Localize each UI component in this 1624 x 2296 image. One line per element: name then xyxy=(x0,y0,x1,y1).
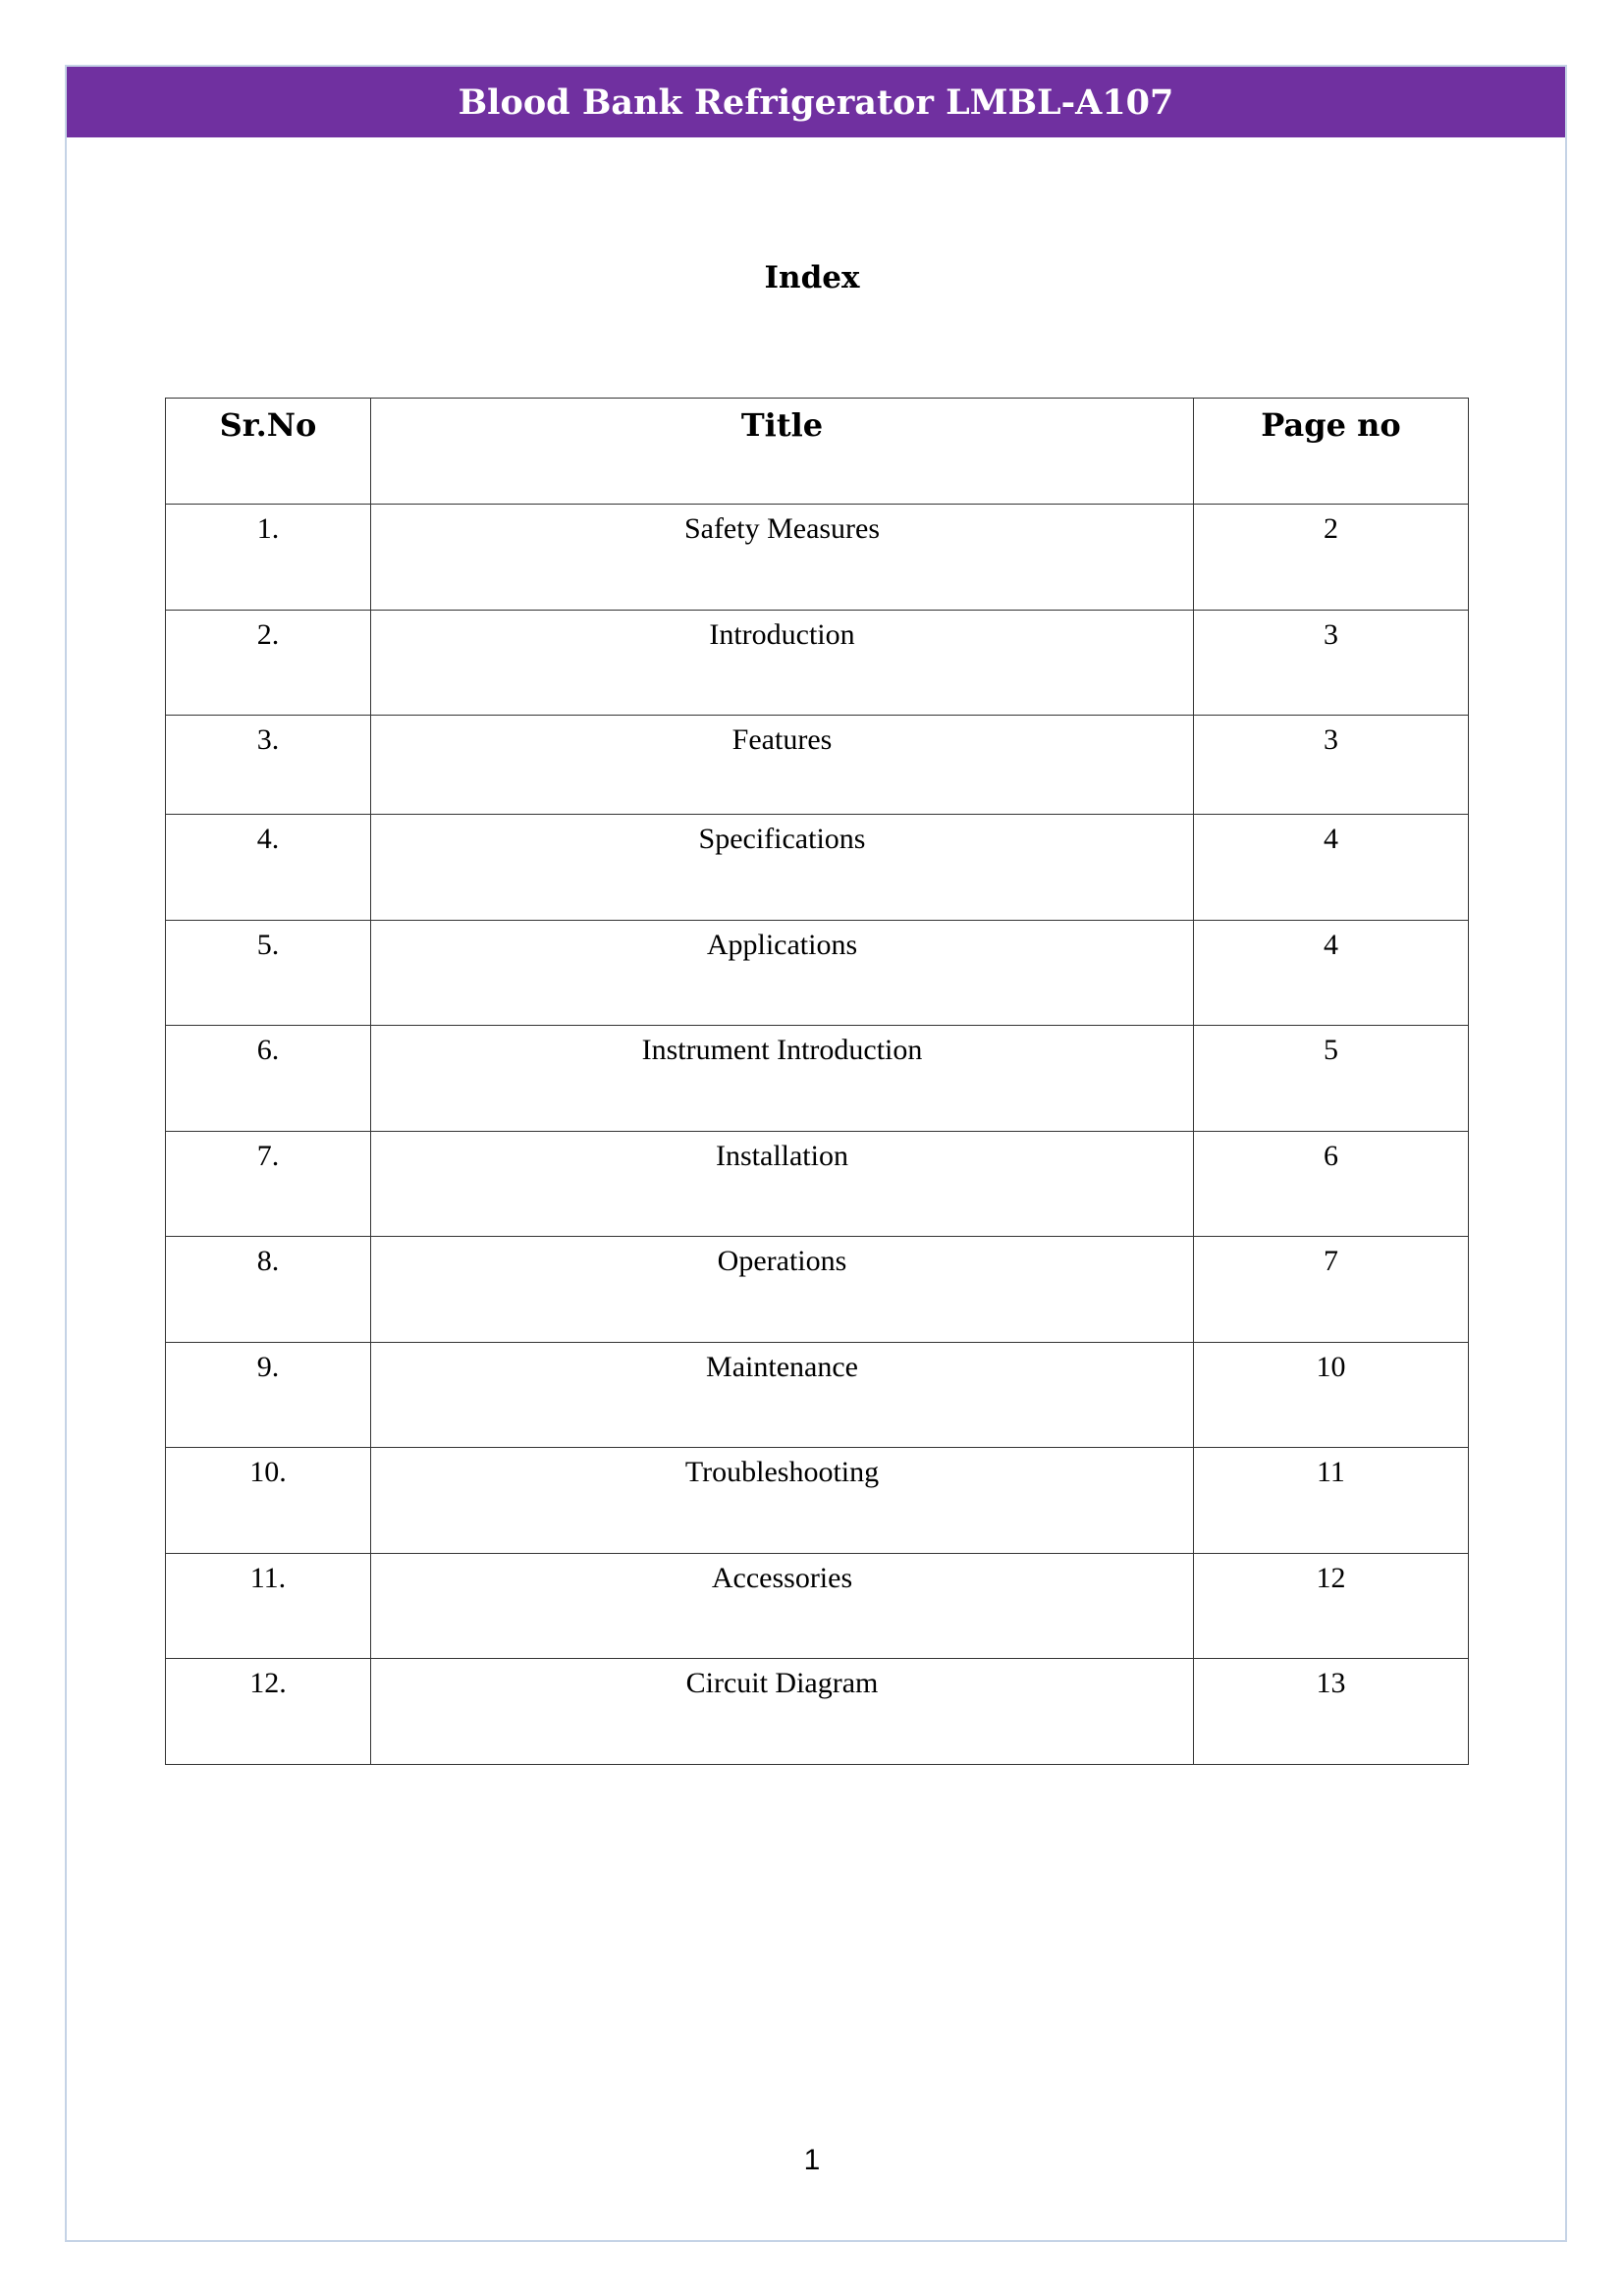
row-sr-no: 12. xyxy=(166,1659,371,1765)
row-title: Introduction xyxy=(371,610,1194,716)
row-page-no: 12 xyxy=(1194,1553,1469,1659)
row-page-no: 7 xyxy=(1194,1237,1469,1343)
table-row xyxy=(166,1659,1469,1765)
table-row xyxy=(166,815,1469,921)
row-title: Specifications xyxy=(371,815,1194,921)
index-heading: Index xyxy=(764,260,860,295)
table-row xyxy=(166,1026,1469,1132)
table-row xyxy=(166,1131,1469,1237)
row-sr-no: 3. xyxy=(166,716,371,815)
row-title: Safety Measures xyxy=(371,505,1194,611)
row-page-no: 6 xyxy=(1194,1131,1469,1237)
table-row xyxy=(166,716,1469,815)
table-row xyxy=(166,1237,1469,1343)
column-header-sr-no: Sr.No xyxy=(166,399,371,505)
row-sr-no: 4. xyxy=(166,815,371,921)
row-title: Maintenance xyxy=(371,1342,1194,1448)
table-row xyxy=(166,920,1469,1026)
row-sr-no: 8. xyxy=(166,1237,371,1343)
table-row xyxy=(166,610,1469,716)
page-number: 1 xyxy=(803,2144,821,2176)
row-page-no: 2 xyxy=(1194,505,1469,611)
row-page-no: 4 xyxy=(1194,815,1469,921)
index-table xyxy=(165,398,1469,1765)
row-title: Features xyxy=(371,716,1194,815)
row-page-no: 4 xyxy=(1194,920,1469,1026)
row-title: Circuit Diagram xyxy=(371,1659,1194,1765)
row-sr-no: 9. xyxy=(166,1342,371,1448)
row-page-no: 5 xyxy=(1194,1026,1469,1132)
row-page-no: 3 xyxy=(1194,610,1469,716)
row-sr-no: 6. xyxy=(166,1026,371,1132)
document-header xyxy=(67,67,1565,137)
table-row xyxy=(166,1448,1469,1554)
row-title: Installation xyxy=(371,1131,1194,1237)
table-row xyxy=(166,1342,1469,1448)
row-title: Applications xyxy=(371,920,1194,1026)
row-sr-no: 7. xyxy=(166,1131,371,1237)
column-header-title: Title xyxy=(371,399,1194,505)
row-page-no: 13 xyxy=(1194,1659,1469,1765)
table-row xyxy=(166,505,1469,611)
row-page-no: 10 xyxy=(1194,1342,1469,1448)
table-row xyxy=(166,1553,1469,1659)
row-page-no: 3 xyxy=(1194,716,1469,815)
row-title: Instrument Introduction xyxy=(371,1026,1194,1132)
row-sr-no: 2. xyxy=(166,610,371,716)
row-sr-no: 10. xyxy=(166,1448,371,1554)
row-sr-no: 5. xyxy=(166,920,371,1026)
column-header-page-no: Page no xyxy=(1194,399,1469,505)
row-title: Accessories xyxy=(371,1553,1194,1659)
row-page-no: 11 xyxy=(1194,1448,1469,1554)
document-title: Blood Bank Refrigerator LMBL-A107 xyxy=(458,81,1174,123)
row-title: Troubleshooting xyxy=(371,1448,1194,1554)
row-sr-no: 1. xyxy=(166,505,371,611)
row-sr-no: 11. xyxy=(166,1553,371,1659)
index-table-header-row xyxy=(166,399,1469,505)
row-title: Operations xyxy=(371,1237,1194,1343)
